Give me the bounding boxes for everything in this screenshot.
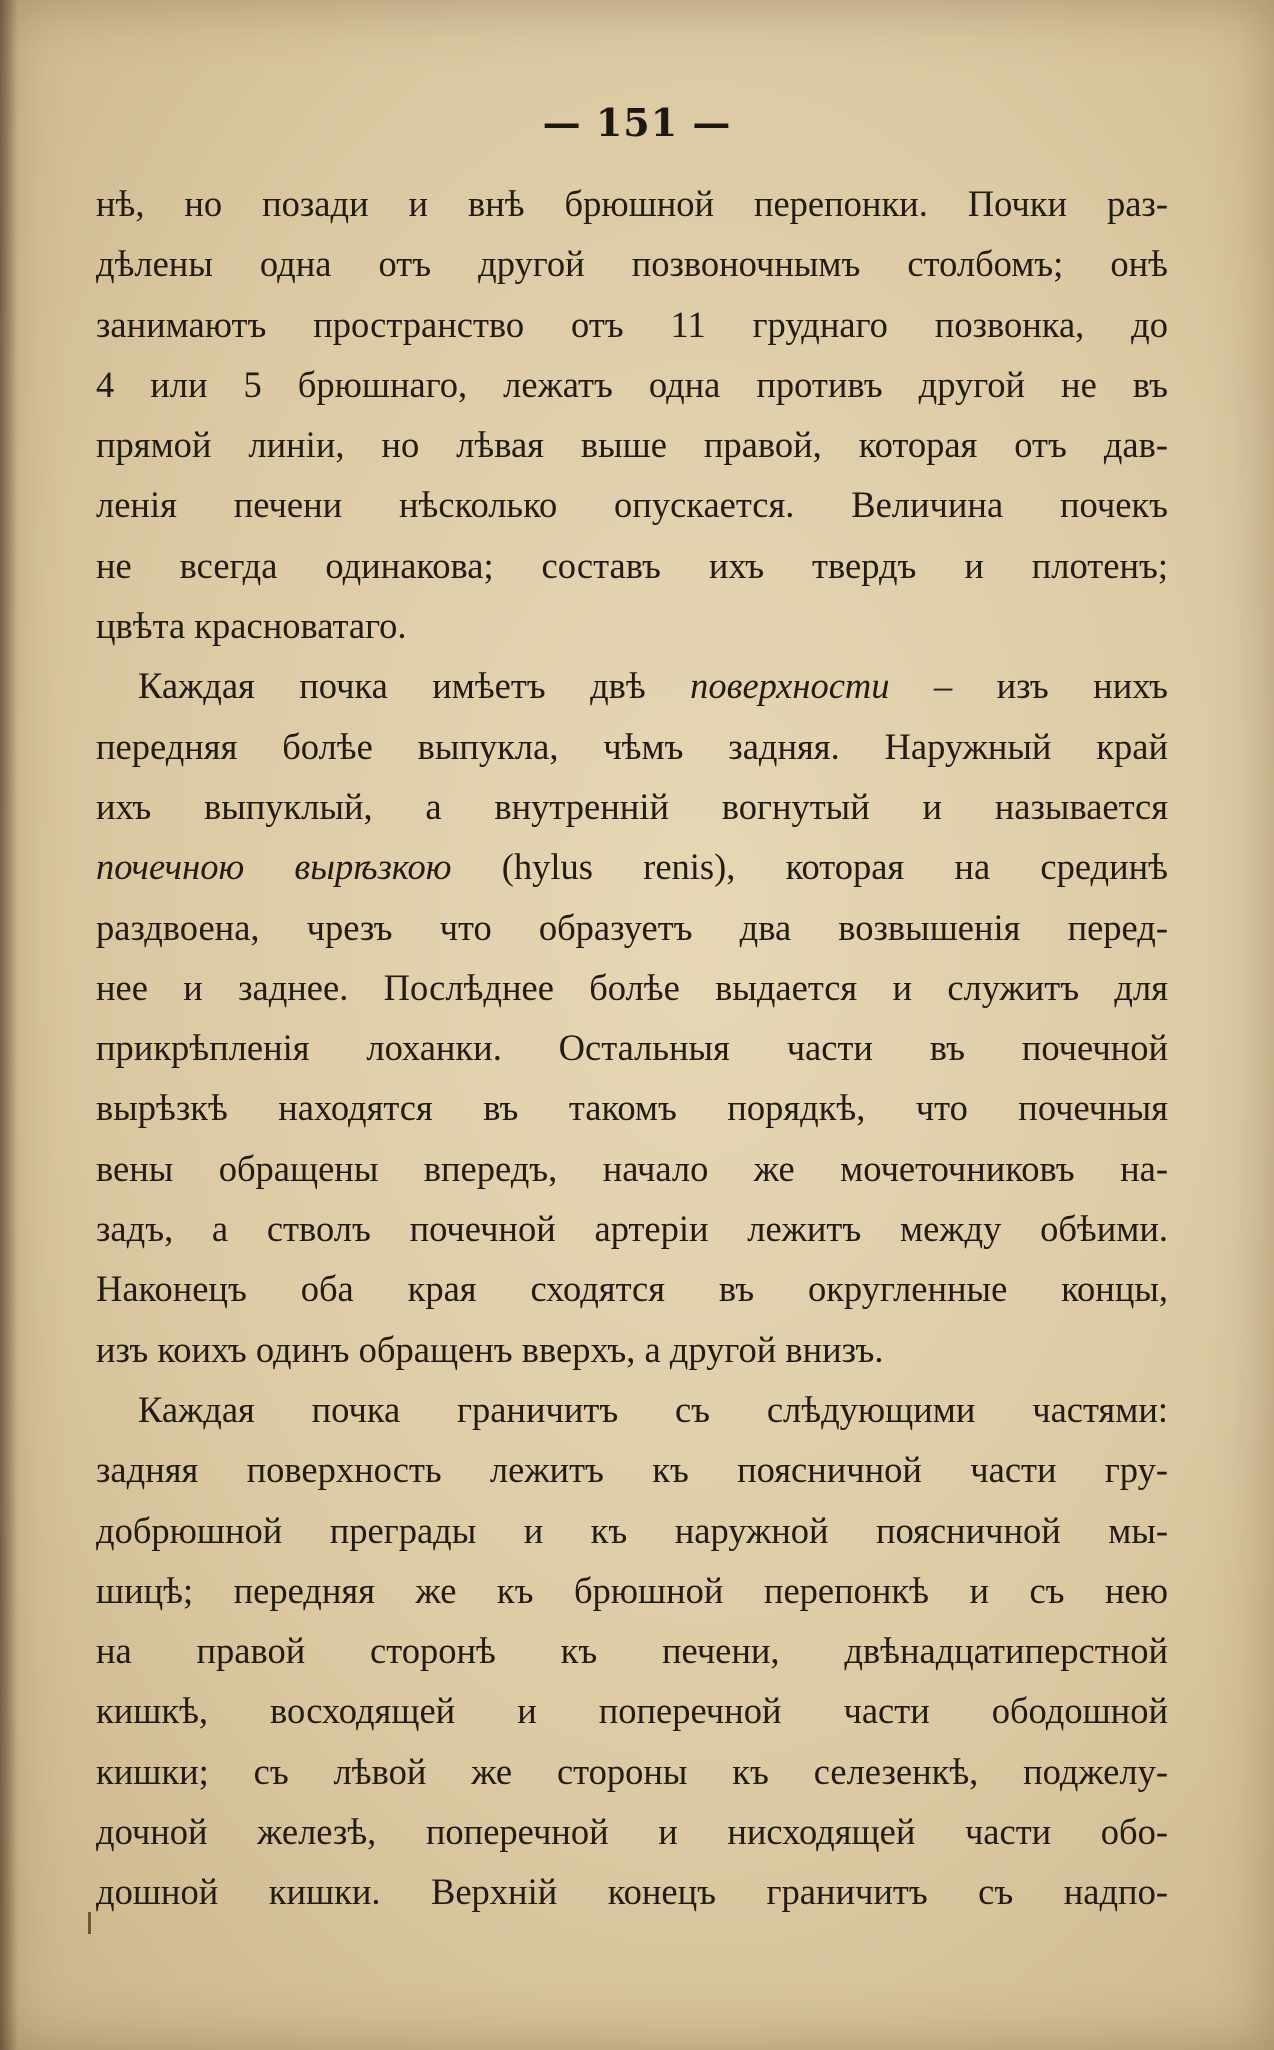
text-line [96, 837, 1168, 897]
text-line: кишкѣ, восходящей и поперечной части ободошной [96, 1690, 1168, 1732]
text-line: не всегда одинакова; составъ ихъ твердъ и плотенъ; [96, 544, 1168, 586]
text-line: на правой сторонѣ къ печени, двѣнадцатиперстной [96, 1630, 1168, 1672]
text-line: Каждая почка граничитъ съ слѣдующими частями: [138, 1388, 1168, 1430]
text-line: ихъ выпуклый, а внутренній вогнутый и называется [96, 785, 1168, 827]
text-line: 4 или 5 брюшнаго, лежатъ одна противъ другой не въ [96, 363, 1168, 405]
text-line: занимаютъ пространство отъ 11 груднаго позвонка, до [96, 303, 1168, 345]
text-line: прикрѣпленія лоханки. Остальныя части въ почечной [96, 1027, 1168, 1069]
text-line: задняя поверхность лежитъ къ поясничной части гру- [96, 1449, 1168, 1491]
text-segment: Каждая почка имѣетъ двѣ [138, 665, 691, 707]
text-line: вены обращены впередъ, начало же мочеточниковъ на- [96, 1147, 1168, 1189]
text-line: передняя болѣе выпукла, чѣмъ задняя. Наружный край [96, 725, 1168, 767]
italic-term: почечною вырѣзкою [96, 846, 452, 888]
page-text-body [96, 174, 1168, 1923]
text-line: нее и заднее. Послѣднее болѣе выдается и служитъ для [96, 966, 1168, 1008]
text-segment: (hylus renis), которая на срединѣ [451, 846, 1168, 888]
text-line: раздвоена, чрезъ что образуетъ два возвышенія перед- [96, 906, 1168, 948]
text-line: нѣ, но позади и внѣ брюшной перепонки. Почки раз- [96, 183, 1168, 224]
text-line: цвѣта красноватаго. [96, 605, 407, 647]
text-line: добрюшной преграды и къ наружной поясничной мы- [96, 1509, 1168, 1551]
text-line: кишки; съ лѣвой же стороны къ селезенкѣ, поджелу- [96, 1750, 1168, 1792]
text-line: дочной железѣ, поперечной и нисходящей части обо- [96, 1811, 1168, 1853]
text-line: шицѣ; передняя же къ брюшной перепонкѣ и съ нею [96, 1569, 1168, 1611]
text-line: ленія печени нѣсколько опускается. Величина почекъ [96, 484, 1168, 526]
text-line: дѣлены одна отъ другой позвоночнымъ столбомъ; онѣ [96, 243, 1168, 285]
text-line: задъ, а стволъ почечной артеріи лежитъ между обѣими. [96, 1208, 1168, 1250]
italic-term: поверхности [690, 665, 890, 707]
text-line: Наконецъ оба края сходятся въ округленные концы, [96, 1268, 1168, 1310]
text-line: вырѣзкѣ находятся въ такомъ порядкѣ, что почечныя [96, 1087, 1168, 1129]
text-line: дошной кишки. Верхній конецъ граничитъ съ надпо- [96, 1871, 1168, 1913]
text-line: прямой линіи, но лѣвая выше правой, которая отъ дав- [96, 424, 1168, 466]
text-line: изъ коихъ одинъ обращенъ вверхъ, а другой внизъ. [96, 1328, 884, 1370]
page-number: — 151 — [542, 100, 732, 145]
text-segment: – изъ нихъ [889, 665, 1168, 707]
margin-mark [88, 1912, 91, 1934]
text-line [96, 656, 1168, 716]
